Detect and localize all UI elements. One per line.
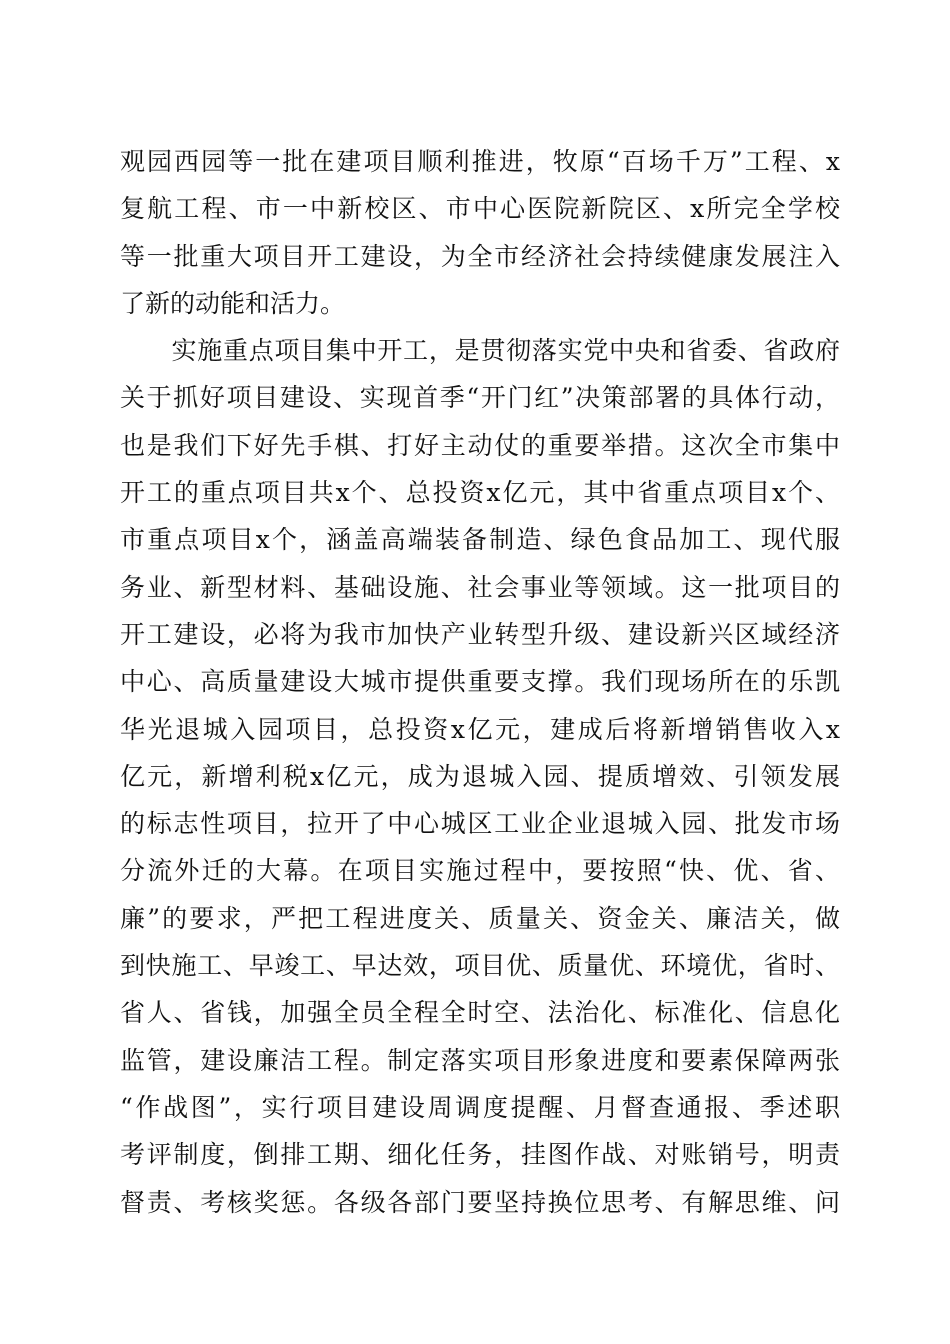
- text-line: 复航工程、市一中新校区、市中心医院新院区、x所完全学校: [120, 194, 840, 224]
- text-line: 监管，建设廉洁工程。制定落实项目形象进度和要素保障两张: [120, 1045, 840, 1075]
- text-line: 分流外迁的大幕。在项目实施过程中，要按照“快、优、省、: [120, 856, 840, 886]
- text-line: 开工的重点项目共x个、总投资x亿元，其中省重点项目x个、: [120, 478, 840, 508]
- text-line: 亿元，新增利税x亿元，成为退城入园、提质增效、引领发展: [120, 761, 840, 791]
- text-line: “作战图”，实行项目建设周调度提醒、月督查通报、季述职: [120, 1092, 840, 1122]
- body-text: [120, 138, 840, 1226]
- text-line: 督责、考核奖惩。各级各部门要坚持换位思考、有解思维、问: [120, 1187, 840, 1217]
- text-line: 务业、新型材料、基础设施、社会事业等领域。这一批项目的: [120, 572, 840, 602]
- text-line: 观园西园等一批在建项目顺利推进，牧原“百场千万”工程、x: [120, 147, 840, 176]
- text-line: 的标志性项目，拉开了中心城区工业企业退城入园、批发市场: [120, 809, 840, 839]
- text-line: 关于抓好项目建设、实现首季“开门红”决策部署的具体行动，: [120, 383, 840, 413]
- text-line: 省人、省钱，加强全员全程全时空、法治化、标准化、信息化: [120, 998, 840, 1028]
- text-line: 中心、高质量建设大城市提供重要支撑。我们现场所在的乐凯: [120, 667, 840, 697]
- text-line: 开工建设，必将为我市加快产业转型升级、建设新兴区域经济: [120, 619, 840, 649]
- text-line: 到快施工、早竣工、早达效，项目优、质量优、环境优，省时、: [120, 951, 840, 981]
- text-line: 市重点项目x个，涵盖高端装备制造、绿色食品加工、现代服: [120, 525, 840, 555]
- text-line: 等一批重大项目开工建设，为全市经济社会持续健康发展注入: [120, 241, 840, 271]
- text-line: 廉”的要求，严把工程进度关、质量关、资金关、廉洁关，做: [120, 903, 840, 933]
- text-line: 也是我们下好先手棋、打好主动仗的重要举措。这次全市集中: [120, 430, 840, 460]
- text-line: 实施重点项目集中开工，是贯彻落实党中央和省委、省政府: [120, 336, 840, 366]
- text-line: 了新的动能和活力。: [120, 288, 346, 318]
- text-line: 华光退城入园项目，总投资x亿元，建成后将新增销售收入x: [120, 714, 840, 744]
- text-line: 考评制度，倒排工期、细化任务，挂图作战、对账销号，明责: [120, 1140, 840, 1170]
